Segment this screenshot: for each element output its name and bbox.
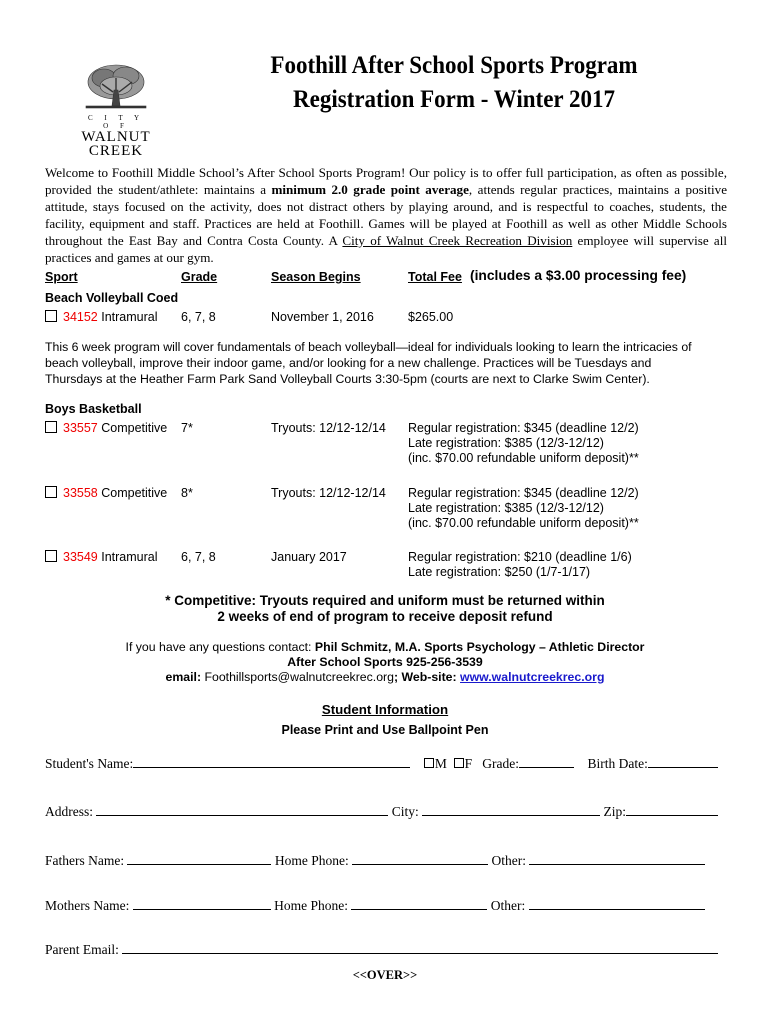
zip-label: Zip: [603, 804, 627, 819]
volleyball-description [45, 339, 735, 387]
volleyball-desc-line3: Thursdays at the Heather Farm Park Sand Volleyball Courts 3:30-5pm (courts are next to Clarke Swim Center). [45, 372, 650, 386]
father-other-label: Other: [491, 853, 526, 868]
mothers-name-label: Mothers Name: [45, 898, 130, 913]
city-label: City: [391, 804, 419, 819]
fee-regular: Regular registration: $345 (deadline 12/2) [408, 486, 639, 500]
intro-text-1: Welcome to Foothill Middle School’s After School Sports Program! Our policy is to offer full participation, as often as possible, provided the student/athlete: maintains a [45, 165, 727, 197]
fee-late: Late registration: $385 (12/3-12/12) [408, 436, 604, 450]
course-type: Intramural [101, 310, 158, 324]
father-home-phone-field[interactable] [352, 852, 488, 865]
volleyball-desc-line2: beach volleyball, improve their indoor game, and/or looking for a new challenge. Practices will be Tuesdays and [45, 356, 652, 370]
contact-email[interactable]: Foothillsports@walnutcreekrec.org [204, 670, 394, 684]
basketball-option-3[interactable] [45, 550, 158, 564]
city-field[interactable] [422, 803, 600, 816]
competitive-note-line2: 2 weeks of end of program to receive deposit refund [217, 609, 553, 624]
intro-gpa-requirement: minimum 2.0 grade point average [271, 182, 469, 197]
address-field[interactable] [96, 803, 388, 816]
volleyball-title: Beach Volleyball Coed [45, 291, 179, 305]
course-code: 33549 [63, 550, 98, 564]
fee-late: Late registration: $250 (1/7-1/17) [408, 565, 591, 579]
student-info-subtitle: Please Print and Use Ballpoint Pen [281, 723, 489, 737]
parent-email-row [45, 941, 718, 958]
checkbox-33557[interactable] [45, 421, 57, 433]
email-label: email: [165, 670, 205, 684]
sport-header: Sport [45, 270, 78, 284]
volleyball-season: November 1, 2016 [271, 310, 374, 324]
student-name-label: Student's Name: [45, 756, 134, 771]
female-label: F [464, 756, 473, 771]
basketball-season-3: January 2017 [271, 550, 347, 564]
contact-prefix: If you have any questions contact: [125, 640, 315, 654]
course-type: Intramural [101, 550, 158, 564]
fee-deposit-note: (inc. $70.00 refundable uniform deposit)** [408, 516, 639, 530]
birth-date-field[interactable] [648, 755, 718, 768]
basketball-option-2[interactable] [45, 486, 167, 500]
contact-phone: After School Sports 925-256-3539 [287, 655, 483, 669]
logo-city-text: C I T Y O F [87, 114, 145, 130]
male-label: M [434, 756, 447, 771]
course-code: 33558 [63, 486, 98, 500]
recreation-division-link[interactable]: City of Walnut Creek Recreation Division [342, 233, 573, 248]
course-code: 34152 [63, 310, 98, 324]
male-checkbox[interactable] [424, 758, 434, 768]
address-label: Address: [45, 804, 93, 819]
basketball-fee-2 [408, 486, 639, 531]
over-indicator: <<OVER>> [352, 968, 418, 982]
father-other-field[interactable] [529, 852, 705, 865]
basketball-fee-3 [408, 550, 632, 580]
fee-header: Total Fee [408, 270, 462, 284]
basketball-season-2: Tryouts: 12/12-12/14 [271, 486, 386, 500]
student-info-title: Student Information [321, 702, 449, 717]
website-label: ; Web-site: [393, 670, 461, 684]
fee-deposit-note: (inc. $70.00 refundable uniform deposit)** [408, 451, 639, 465]
logo-name-line1: WALNUT [81, 129, 151, 145]
mother-other-field[interactable] [529, 897, 705, 910]
fee-regular: Regular registration: $345 (deadline 12/2) [408, 421, 639, 435]
grade-label: Grade: [482, 756, 519, 771]
course-code: 33557 [63, 421, 98, 435]
competitive-note-line1: * Competitive: Tryouts required and uniform must be returned within [165, 593, 605, 608]
checkbox-33549[interactable] [45, 550, 57, 562]
mothers-name-field[interactable] [133, 897, 271, 910]
checkbox-34152[interactable] [45, 310, 57, 322]
contact-person: Phil Schmitz, M.A. Sports Psychology – Athletic Director [314, 640, 645, 654]
volleyball-grade: 6, 7, 8 [181, 310, 216, 324]
intro-paragraph [45, 164, 727, 266]
father-home-phone-label: Home Phone: [274, 853, 349, 868]
fee-header-note: (includes a $3.00 processing fee) [470, 268, 687, 283]
student-name-field[interactable] [133, 755, 410, 768]
basketball-season-1: Tryouts: 12/12-12/14 [271, 421, 386, 435]
course-type: Competitive [101, 421, 168, 435]
fee-late: Late registration: $385 (12/3-12/12) [408, 501, 604, 515]
form-subtitle: Registration Form - Winter 2017 [293, 86, 615, 113]
mother-home-phone-label: Home Phone: [274, 898, 348, 913]
basketball-grade-3: 6, 7, 8 [181, 550, 216, 564]
volleyball-option[interactable] [45, 310, 158, 324]
volleyball-fee: $265.00 [408, 310, 454, 324]
fee-regular: Regular registration: $210 (deadline 1/6) [408, 550, 632, 564]
basketball-grade-2: 8* [181, 486, 193, 500]
father-row [45, 852, 705, 869]
female-checkbox[interactable] [454, 758, 464, 768]
logo-name-line2: CREEK [88, 143, 144, 159]
intro-text-3: employee will supervise all practices and games at our gym. [45, 233, 727, 265]
basketball-grade-1: 7* [181, 421, 193, 435]
basketball-fee-1 [408, 421, 639, 466]
season-header: Season Begins [271, 270, 361, 284]
contact-info [0, 640, 770, 685]
basketball-option-1[interactable] [45, 421, 167, 435]
grade-field[interactable] [519, 755, 574, 768]
birth-date-label: Birth Date: [587, 756, 648, 771]
intro-text-2: , attends regular practices, maintains a positive attitude, stays focused on the activity, does not distract others by playing around, and is respectful to coaches, students, the facility, equipment and staff. Practices are held at Foothill. Games will be played at Foothill as well as other Middle Schools throughout the East Bay and Contra Costa County. A [45, 182, 728, 248]
fathers-name-label: Fathers Name: [45, 853, 125, 868]
mother-row [45, 897, 705, 914]
mother-home-phone-field[interactable] [351, 897, 487, 910]
student-row [45, 755, 725, 772]
parent-email-label: Parent Email: [45, 942, 119, 957]
mother-other-label: Other: [490, 898, 526, 913]
fathers-name-field[interactable] [127, 852, 271, 865]
basketball-title: Boys Basketball [45, 402, 142, 416]
checkbox-33558[interactable] [45, 486, 57, 498]
website-link[interactable]: www.walnutcreekrec.org [460, 670, 605, 684]
course-type: Competitive [101, 486, 168, 500]
competitive-note [0, 593, 770, 625]
form-title: Foothill After School Sports Program [270, 52, 638, 79]
volleyball-desc-line1: This 6 week program will cover fundamentals of beach volleyball—ideal for individuals looking to learn the intricacies of [45, 340, 692, 354]
parent-email-field[interactable] [122, 941, 718, 954]
zip-field[interactable] [626, 803, 718, 816]
address-row [45, 803, 718, 820]
grade-header: Grade [181, 270, 218, 284]
